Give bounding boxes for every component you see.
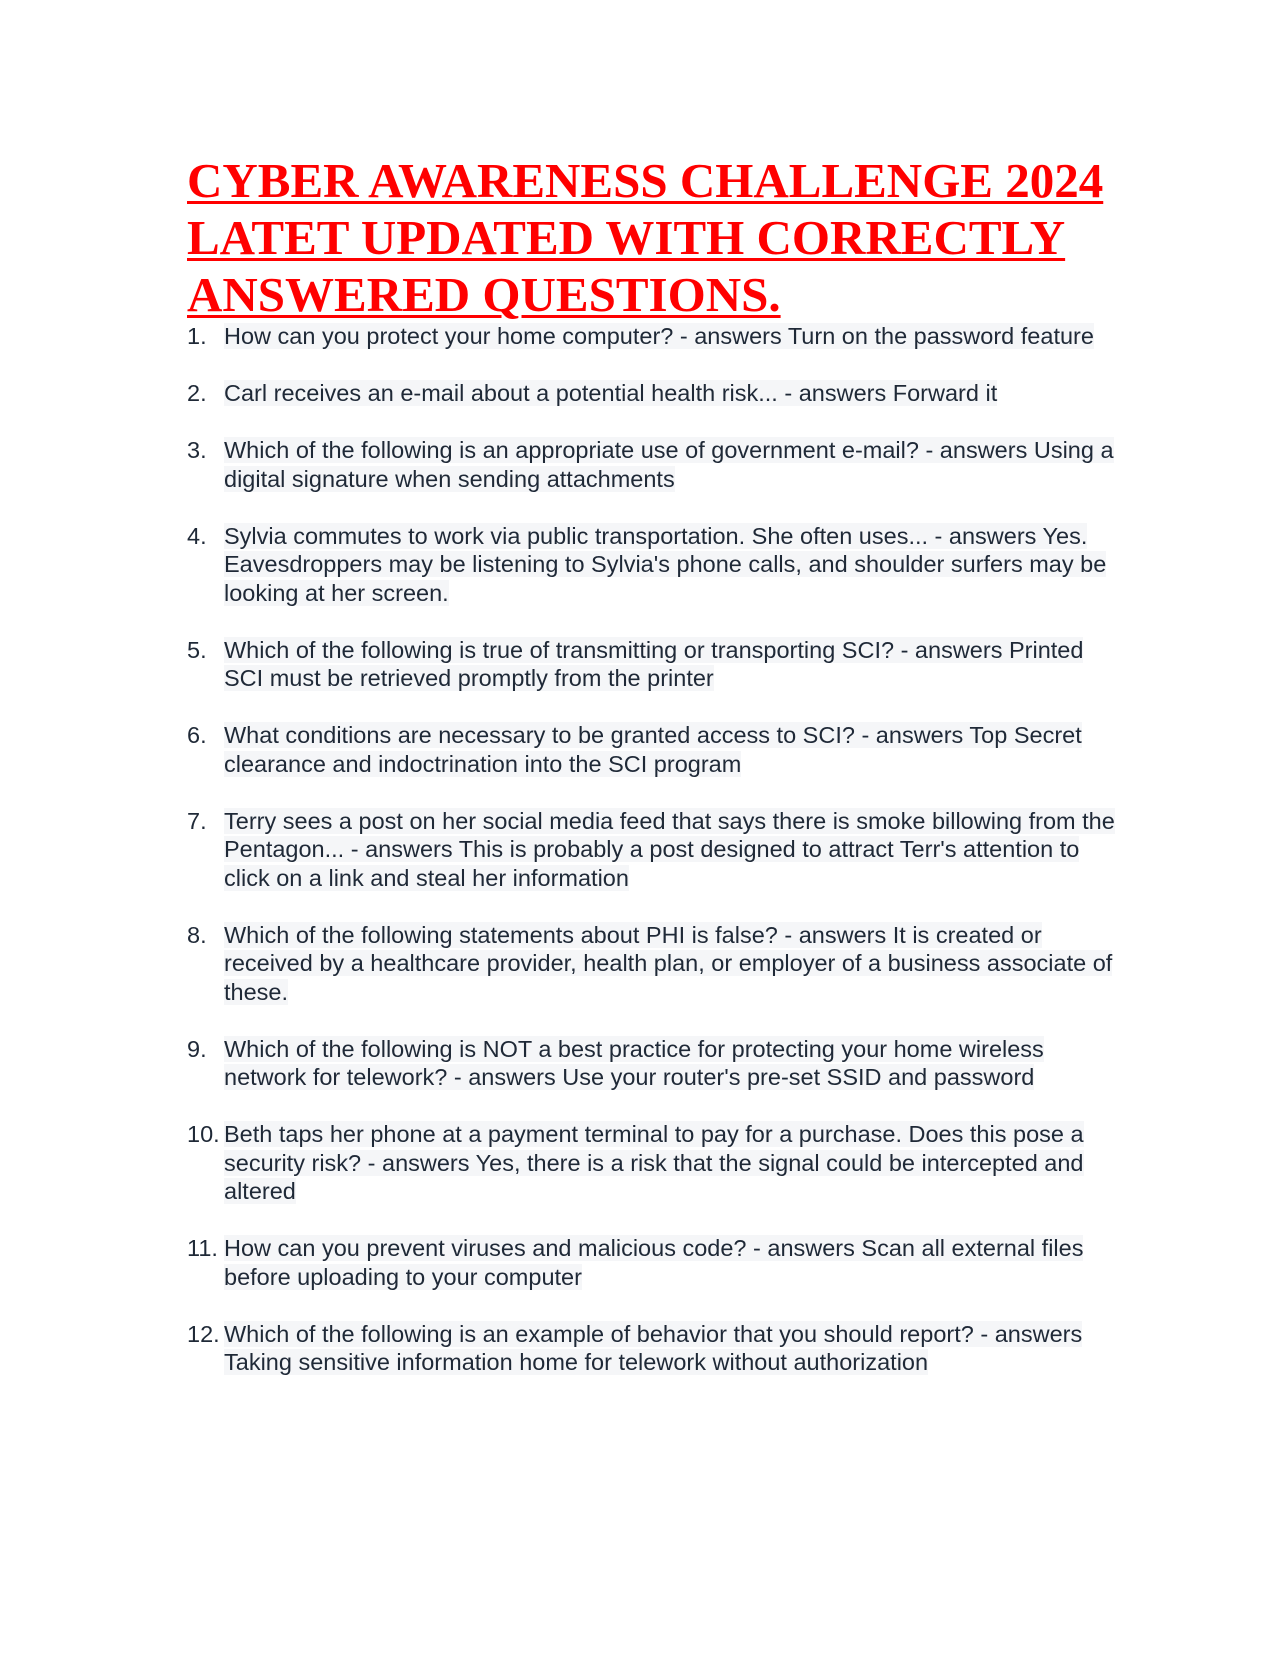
question-text: What conditions are necessary to be granted access to SCI? - answers Top Secret clearance and indoctrination into the SCI program [224, 722, 1082, 777]
question-text: Carl receives an e-mail about a potential health risk... - answers Forward it [224, 380, 998, 406]
question-number: 9. [187, 1035, 207, 1062]
question-text: Beth taps her phone at a payment terminal to pay for a purchase. Does this pose a security risk? - answers Yes, there is a risk that the signal could be intercepted and altered [224, 1121, 1084, 1204]
question-item [187, 1320, 1127, 1377]
question-item [187, 636, 1127, 693]
question-item [187, 379, 1127, 408]
question-text: Which of the following is true of transmitting or transporting SCI? - answers Printed SCI must be retrieved promptly from the printer [224, 636, 1084, 691]
question-number: 12. [187, 1320, 220, 1347]
question-text: Which of the following statements about PHI is false? - answers It is created or received by a healthcare provider, health plan, or employer of a business associate of these. [224, 921, 1113, 1005]
question-item [187, 1234, 1127, 1291]
question-item [187, 921, 1127, 1007]
question-item [187, 436, 1127, 493]
title-line: LATET UPDATED WITH CORRECTLY [187, 210, 1066, 265]
title-line: CYBER AWARENESS CHALLENGE 2024 [187, 153, 1104, 208]
question-text: How can you protect your home computer? - answers Turn on the password feature [224, 323, 1094, 349]
question-number: 10. [187, 1121, 220, 1147]
question-number: 6. [187, 722, 207, 748]
question-text: Which of the following is an appropriate use of government e-mail? - answers Using a digital signature when sending attachments [224, 437, 1114, 492]
question-text: How can you prevent viruses and malicious code? - answers Scan all external files before uploading to your computer [224, 1235, 1084, 1290]
question-item [187, 807, 1127, 893]
question-item [187, 322, 1127, 351]
question-text: Which of the following is an example of behavior that you should report? - answers Taking sensitive information home for telework without authorization [224, 1320, 1083, 1375]
question-number: 2. [187, 380, 207, 406]
question-number: 4. [187, 522, 207, 549]
question-number: 1. [187, 323, 207, 349]
question-text: Sylvia commutes to work via public transportation. She often uses... - answers Yes. Eavesdroppers may be listening to Sylvia's phone calls, and shoulder surfers may be looking at her screen. [224, 522, 1107, 606]
question-text: Terry sees a post on her social media feed that says there is smoke billowing from the Pentagon... - answers This is probably a post designed to attract Terr's attention to click on a link and steal her information [224, 807, 1115, 891]
document-title [187, 152, 1147, 323]
question-item [187, 721, 1127, 778]
question-number: 7. [187, 807, 207, 834]
question-item [187, 1120, 1127, 1206]
question-number: 3. [187, 437, 207, 463]
question-number: 11. [187, 1235, 218, 1261]
question-text: Which of the following is NOT a best practice for protecting your home wireless network for telework? - answers Use your router's pre-set SSID and password [224, 1035, 1044, 1090]
question-number: 8. [187, 921, 207, 948]
question-item [187, 1035, 1127, 1092]
title-line: ANSWERED QUESTIONS. [187, 267, 781, 322]
question-item [187, 522, 1127, 608]
question-number: 5. [187, 636, 207, 663]
question-list [187, 322, 1127, 1405]
